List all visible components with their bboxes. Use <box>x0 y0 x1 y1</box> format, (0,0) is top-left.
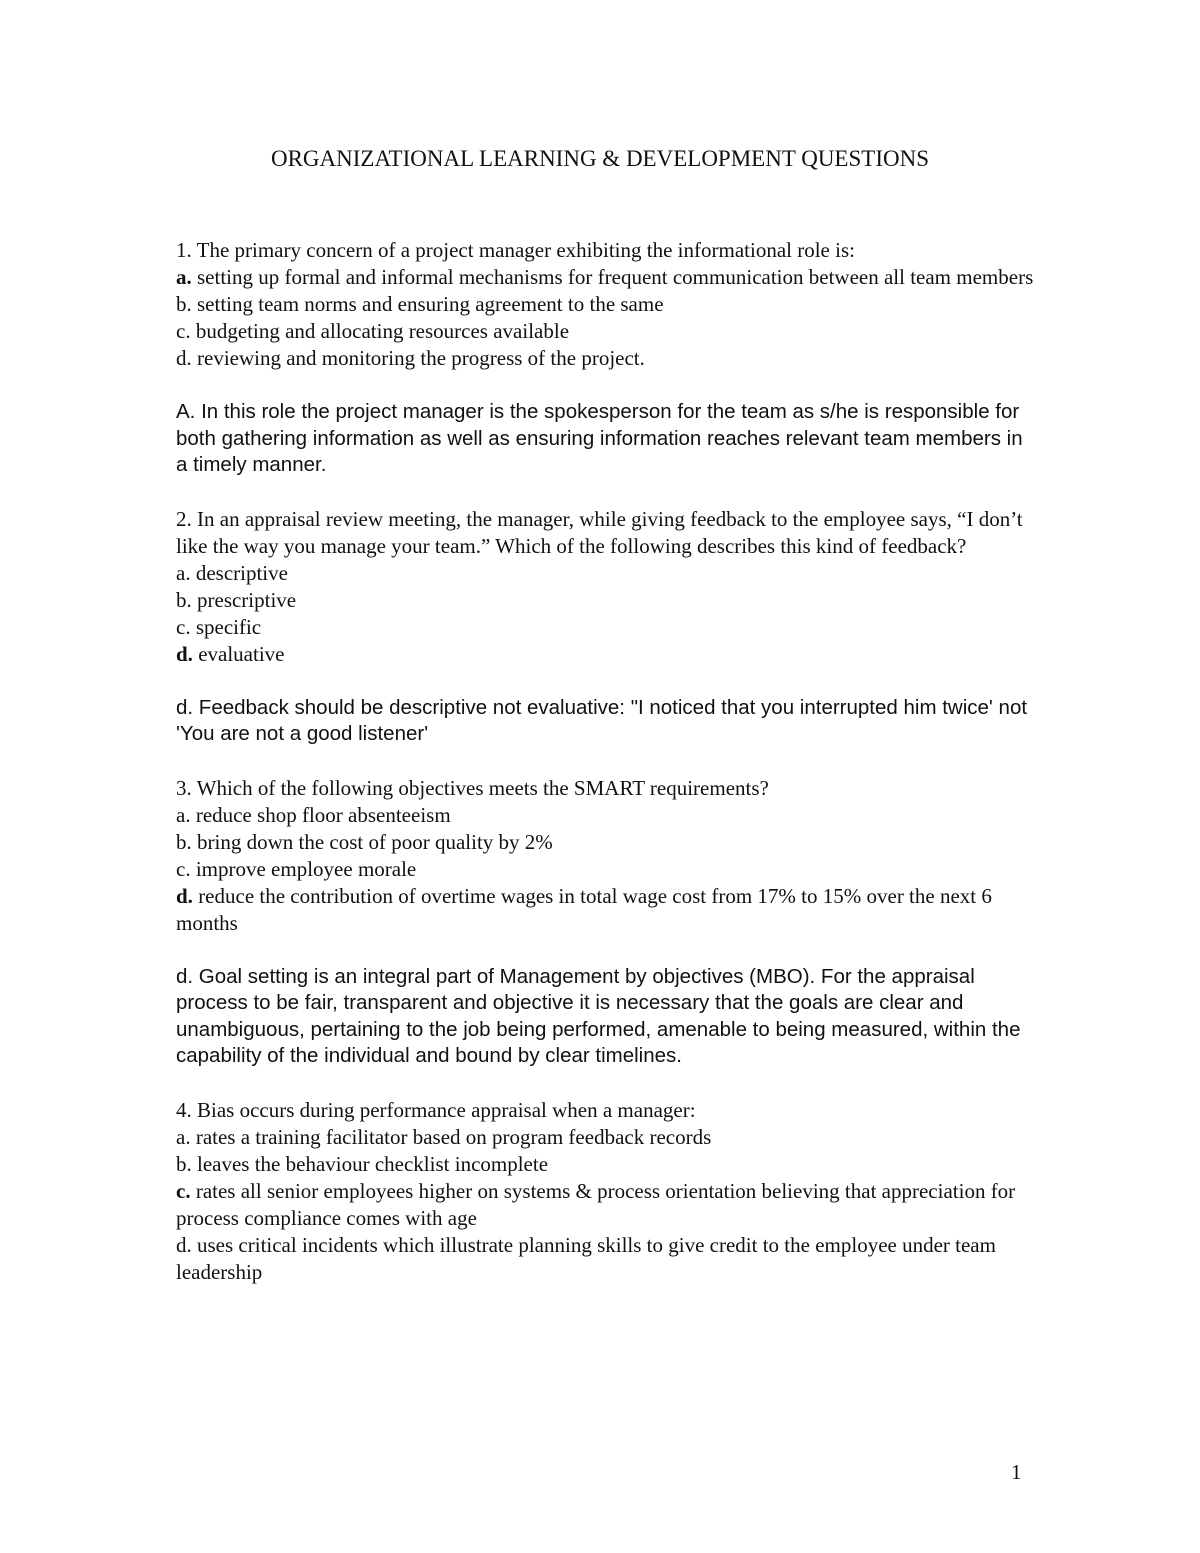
option-text: uses critical incidents which illustrate planning skills to give credit to the employee under team leadership <box>176 1232 996 1284</box>
option-text: reduce shop floor absenteeism <box>190 802 451 827</box>
option-letter: a. <box>176 265 192 289</box>
option-text: rates a training facilitator based on program feedback records <box>190 1124 712 1149</box>
option-text: evaluative <box>192 641 285 666</box>
answer-option <box>176 560 1036 587</box>
option-text: budgeting and allocating resources available <box>190 319 570 343</box>
option-text: bring down the cost of poor quality by 2% <box>191 829 553 854</box>
option-letter: d. <box>176 346 192 370</box>
option-letter: b. <box>176 1151 192 1176</box>
answer-option <box>176 587 1036 614</box>
question-text: 3. Which of the following objectives meets the SMART requirements? <box>176 775 769 800</box>
option-text: setting up formal and informal mechanisms for frequent communication between all team members <box>191 265 1034 289</box>
question-text: 4. Bias occurs during performance appraisal when a manager: <box>176 1097 696 1122</box>
answer-option <box>176 1151 1036 1178</box>
answer-option <box>176 614 1036 641</box>
question-text: 1. The primary concern of a project manager exhibiting the informational role is: <box>176 238 855 262</box>
answer-option <box>176 883 1036 937</box>
option-letter: a. <box>176 802 191 827</box>
answer-option <box>176 318 1036 345</box>
option-letter: d. <box>176 1232 192 1257</box>
answer-option <box>176 802 1036 829</box>
option-letter: b. <box>176 829 192 854</box>
answer-explanation: A. In this role the project manager is the spokesperson for the team as s/he is responsible for both gathering information as well as ensuring information reaches relevant team members in a timely manner. <box>176 400 1023 476</box>
option-letter: c. <box>176 614 191 639</box>
option-letter: a. <box>176 1124 191 1149</box>
option-letter: d. <box>176 641 193 666</box>
page-number: 1 <box>1011 1460 1022 1484</box>
answer-option <box>176 641 1036 668</box>
answer-option <box>176 1178 1036 1232</box>
answer-explanation: d. Feedback should be descriptive not evaluative: "I noticed that you interrupted him twice' not 'You are not a good listener' <box>176 695 1028 745</box>
option-letter: a. <box>176 560 191 585</box>
document-title: ORGANIZATIONAL LEARNING & DEVELOPMENT QUESTIONS <box>270 146 929 171</box>
option-text: rates all senior employees higher on systems & process orientation believing that appreciation for process compliance comes with age <box>176 1178 1016 1230</box>
answer-option <box>176 1124 1036 1151</box>
option-text: prescriptive <box>191 587 297 612</box>
answer-explanation: d. Goal setting is an integral part of Management by objectives (MBO). For the appraisal process to be fair, transparent and objective it is necessary that the goals are clear and unambiguous, pertaining to the job being performed, amenable to being measured, within the capability of the individual and bound by clear timelines. <box>176 964 1021 1067</box>
option-letter: c. <box>176 319 191 343</box>
answer-option <box>176 345 1036 372</box>
option-text: descriptive <box>190 560 288 585</box>
answer-option <box>176 856 1036 883</box>
question-text: 2. In an appraisal review meeting, the manager, while giving feedback to the employee says, “I don’t like the way you manage your team.” Which of the following describes this kind of feedback? <box>176 506 1023 558</box>
answer-option <box>176 291 1036 318</box>
option-letter: d. <box>176 883 193 908</box>
document-content <box>176 237 1036 1286</box>
option-text: improve employee morale <box>190 856 417 881</box>
option-letter: b. <box>176 292 192 316</box>
answer-option <box>176 829 1036 856</box>
option-text: setting team norms and ensuring agreement to the same <box>191 292 664 316</box>
option-text: reduce the contribution of overtime wages in total wage cost from 17% to 15% over the next 6 months <box>176 883 992 935</box>
option-letter: c. <box>176 856 191 881</box>
option-text: reviewing and monitoring the progress of the project. <box>191 346 645 370</box>
option-letter: b. <box>176 587 192 612</box>
option-text: leaves the behaviour checklist incomplete <box>191 1151 549 1176</box>
answer-option <box>176 1232 1036 1286</box>
option-text: specific <box>190 614 262 639</box>
answer-option <box>176 264 1036 291</box>
option-letter: c. <box>176 1178 191 1203</box>
